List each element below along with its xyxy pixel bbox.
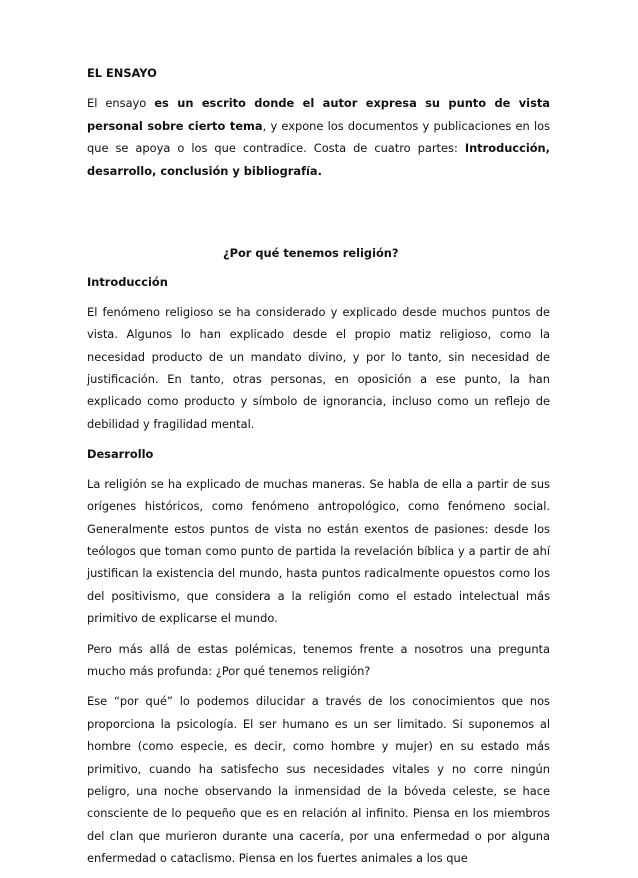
- essay-title-text: ¿Por qué tenemos religión?: [223, 246, 399, 261]
- section-heading-introduccion-text: Introducción: [87, 275, 168, 290]
- intro-bold-1: es un escrito donde el autor expresa su punto de vista personal sobre cierto tema: [87, 96, 550, 133]
- document-title: [87, 62, 550, 84]
- section-heading-desarrollo: [87, 443, 550, 465]
- essay-title: [87, 242, 550, 264]
- intro-bold-2: Introducción, desarrollo, conclusión y bibliografía.: [87, 141, 550, 178]
- intro-paragraph: [87, 92, 550, 182]
- desarrollo-paragraph-3: Ese “por qué” lo podemos dilucidar a través de los conocimientos que nos proporciona la psicología. El ser humano es un ser limitado. Si suponemos al hombre (como especie, es decir, como hombre y mujer) en su estado más primitivo, cuando ha satisfecho sus necesidades vitales y no corre ningún peligro, una noche observando la inmensidad de la bóveda celeste, se hace consciente de lo pequeño que es en relación al infinito. Piensa en los miembros del clan que murieron durante una cacería, por una enfermedad o por alguna enfermedad o cataclismo. Piensa en los fuertes animales a los que: [87, 694, 550, 866]
- document-title-text: EL ENSAYO: [87, 66, 157, 80]
- section-heading-desarrollo-text: Desarrollo: [87, 447, 154, 462]
- desarrollo-paragraph-2: Pero más allá de estas polémicas, tenemos frente a nosotros una pregunta mucho más profunda: ¿Por qué tenemos religión?: [87, 641, 550, 678]
- section-heading-introduccion: [87, 271, 550, 293]
- document-page: [87, 62, 550, 878]
- introduccion-paragraph: El fenómeno religioso se ha considerado y explicado desde muchos puntos de vista. Algunos lo han explicado desde el propio matiz religioso, como la necesidad producto de un mandato divino, y por lo tanto, sin necesidad de justificación. En tanto, otras personas, en oposición a ese punto, la han explicado como producto y símbolo de ignorancia, incluso como un reflejo de debilidad y fragilidad mental.: [87, 304, 550, 431]
- desarrollo-paragraph-1: La religión se ha explicado de muchas maneras. Se habla de ella a partir de sus orígenes históricos, como fenómeno antropológico, como fenómeno social. Generalmente estos puntos de vista no están exentos de pasiones: desde los teólogos que toman como punto de partida la revelación bíblica y a partir de ahí justifican la existencia del mundo, hasta puntos radicalmente opuestos como los del positivismo, que considera a la religión como el estado intelectual más primitivo de explicarse el mundo.: [87, 476, 550, 626]
- spacer: [87, 190, 550, 242]
- intro-text-2: , y expone los documentos y publicaciones en los que se apoya o los que contradice. Costa de cuatro partes:: [87, 118, 551, 156]
- intro-text-1: El ensayo: [87, 96, 155, 111]
